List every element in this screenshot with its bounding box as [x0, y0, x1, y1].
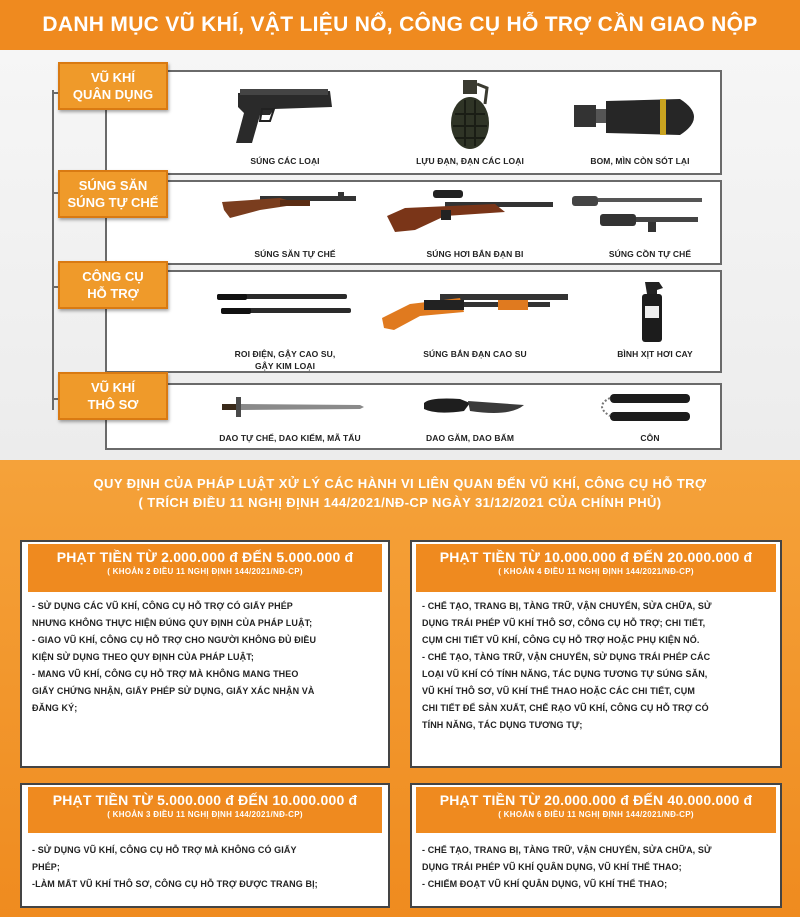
- item-label: SÚNG CỒN TỰ CHẾ: [608, 249, 692, 259]
- item-label: SÚNG HƠI BẮN ĐẠN BI: [426, 249, 524, 259]
- penalty-line: - CHẾ TẠO, TRANG BỊ, TÀNG TRỮ, VẬN CHUYỂN, SỬA CHỮA, SỬ: [422, 601, 712, 611]
- knife-icon: [420, 395, 530, 420]
- penalty-line: VŨ KHÍ THÔ SƠ, VŨ KHÍ THỂ THAO HOẶC CÁC CHI TIẾT, CỤM: [422, 686, 695, 696]
- category-tag-line: VŨ KHÍ: [90, 380, 136, 395]
- category-tag-line: THÔ SƠ: [87, 397, 139, 412]
- air-rifle-icon: [385, 186, 555, 236]
- penalty-line: - CHIẾM ĐOẠT VŨ KHÍ QUÂN DỤNG, VŨ KHÍ THỂ THAO;: [422, 879, 668, 889]
- category-tag-line: SÚNG SĂN: [78, 178, 148, 193]
- penalty-line: TÍNH NĂNG, TÁC DỤNG TƯƠNG TỰ;: [422, 720, 583, 730]
- connector-line: [52, 90, 54, 410]
- category-tag-hunting: [58, 170, 168, 218]
- category-tag-line: CÔNG CỤ: [82, 269, 144, 284]
- penalty-line: DỤNG TRÁI PHÉP VŨ KHÍ THÔ SƠ, CÔNG CỤ HỖ TRỢ; CHI TIẾT,: [422, 618, 706, 628]
- regulation-title-line: QUY ĐỊNH CỦA PHÁP LUẬT XỬ LÝ CÁC HÀNH VI LIÊN QUAN ĐẾN VŨ KHÍ, CÔNG CỤ HỖ TRỢ: [93, 476, 707, 491]
- penalty-reference: ( KHOẢN 4 ĐIỀU 11 NGHỊ ĐỊNH 144/2021/NĐ-CP): [498, 567, 694, 576]
- penalty-line: GIẤY CHỨNG NHẬN, GIẤY PHÉP SỬ DỤNG, GIẤY XÁC NHẬN VÀ: [32, 686, 315, 696]
- penalty-line: ĐĂNG KÝ;: [32, 703, 78, 713]
- penalty-line: LOẠI VŨ KHÍ CÓ TÍNH NĂNG, TÁC DỤNG TƯƠNG TỰ SÚNG SĂN,: [422, 669, 708, 679]
- penalty-header: [28, 787, 382, 833]
- category-tag-line: SÚNG TỰ CHẾ: [67, 195, 159, 210]
- penalty-body: [32, 842, 382, 893]
- penalty-amount: PHẠT TIỀN TỪ 2.000.000 đ ĐẾN 5.000.000 đ: [56, 549, 354, 565]
- penalty-line: - MANG VŨ KHÍ, CÔNG CỤ HỖ TRỢ MÀ KHÔNG MANG THEO: [32, 669, 299, 679]
- baton-icon: [215, 290, 355, 320]
- item-label: SÚNG SĂN TỰ CHẾ: [254, 249, 336, 259]
- penalty-line: -LÀM MẤT VŨ KHÍ THÔ SƠ, CÔNG CỤ HỖ TRỢ ĐƯỢC TRANG BỊ;: [32, 879, 318, 889]
- penalty-amount: PHẠT TIỀN TỪ 20.000.000 đ ĐẾN 40.000.000 đ: [439, 792, 753, 808]
- penalty-line: DỤNG TRÁI PHÉP VŨ KHÍ QUÂN DỤNG, VŨ KHÍ THỂ THAO;: [422, 862, 682, 872]
- item-label: CÔN: [640, 433, 660, 443]
- penalty-body: [32, 598, 382, 717]
- item-label-line: ROI ĐIỆN, GẬY CAO SU,: [234, 349, 336, 359]
- page-title: DANH MỤC VŨ KHÍ, VẬT LIỆU NỔ, CÔNG CỤ HỖ TRỢ CẦN GIAO NỘP: [0, 0, 800, 50]
- homemade-gun-icon: [570, 190, 710, 235]
- item-label: SÚNG BẮN ĐẠN CAO SU: [423, 349, 527, 359]
- sword-icon: [220, 395, 365, 420]
- category-tag-military: [58, 62, 168, 110]
- item-label: DAO TỰ CHẾ, DAO KIẾM, MÃ TẤU: [219, 433, 361, 443]
- penalty-amount: PHẠT TIỀN TỪ 10.000.000 đ ĐẾN 20.000.000 đ: [439, 549, 753, 565]
- category-tag-support: [58, 261, 168, 309]
- penalty-reference: ( KHOẢN 6 ĐIỀU 11 NGHỊ ĐỊNH 144/2021/NĐ-CP): [498, 810, 694, 819]
- penalty-line: PHÉP;: [32, 862, 61, 872]
- item-label: [215, 348, 355, 372]
- penalty-body: [422, 842, 778, 893]
- penalty-line: - GIAO VŨ KHÍ, CÔNG CỤ HỖ TRỢ CHO NGƯỜI KHÔNG ĐỦ ĐIỀU: [32, 635, 317, 645]
- penalty-reference: ( KHOẢN 2 ĐIỀU 11 NGHỊ ĐỊNH 144/2021/NĐ-CP): [107, 567, 303, 576]
- category-tag-line: VŨ KHÍ: [90, 70, 136, 85]
- item-label-line: GẬY KIM LOẠI: [254, 361, 316, 371]
- penalty-line: CỤM CHI TIẾT VŨ KHÍ, CÔNG CỤ HỖ TRỢ HOẶC PHỤ KIỆN NỔ.: [422, 635, 700, 645]
- pepper-spray-icon: [637, 280, 667, 345]
- penalty-reference: ( KHOẢN 3 ĐIỀU 11 NGHỊ ĐỊNH 144/2021/NĐ-CP): [107, 810, 303, 819]
- bomb-icon: [570, 95, 710, 140]
- category-tag-line: QUÂN DỤNG: [72, 87, 154, 102]
- penalty-header: [28, 544, 382, 592]
- penalty-line: NHƯNG KHÔNG THỰC HIỆN ĐÚNG QUY ĐỊNH CỦA PHÁP LUẬT;: [32, 618, 313, 628]
- penalty-line: - SỬ DỤNG CÁC VŨ KHÍ, CÔNG CỤ HỖ TRỢ CÓ GIẤY PHÉP: [32, 601, 293, 611]
- penalty-line: - CHẾ TẠO, TÀNG TRỮ, VẬN CHUYỂN, SỬ DỤNG TRÁI PHÉP CÁC: [422, 652, 711, 662]
- regulation-subtitle: ( TRÍCH ĐIỀU 11 NGHỊ ĐỊNH 144/2021/NĐ-CP NGÀY 31/12/2021 CỦA CHÍNH PHỦ): [138, 495, 662, 510]
- penalty-body: [422, 598, 778, 734]
- penalty-line: - CHẾ TẠO, TRANG BỊ, TÀNG TRỮ, VẬN CHUYỂN, SỬA CHỮA, SỬ: [422, 845, 712, 855]
- penalty-amount: PHẠT TIỀN TỪ 5.000.000 đ ĐẾN 10.000.000 đ: [52, 792, 358, 808]
- category-tag-line: HỖ TRỢ: [87, 286, 139, 301]
- category-tag-primitive: [58, 372, 168, 420]
- grenade-icon: [445, 78, 495, 153]
- penalty-header: [416, 787, 776, 833]
- penalty-line: CHI TIẾT ĐỂ SẢN XUẤT, CHẾ RẠO VŨ KHÍ, CÔNG CỤ HỖ TRỢ CÓ: [422, 703, 709, 713]
- pistol-icon: [230, 85, 340, 150]
- hunting-rifle-icon: [220, 188, 360, 223]
- item-label: SÚNG CÁC LOẠI: [250, 156, 320, 166]
- item-label: LỰU ĐẠN, ĐẠN CÁC LOẠI: [416, 156, 524, 166]
- item-label: BOM, MÌN CÒN SÓT LẠI: [590, 156, 690, 166]
- item-label: BÌNH XỊT HƠI CAY: [617, 349, 693, 359]
- item-label: DAO GĂM, DAO BẤM: [425, 433, 514, 443]
- regulation-title: [0, 470, 800, 510]
- penalty-line: - SỬ DỤNG VŨ KHÍ, CÔNG CỤ HỖ TRỢ MÀ KHÔNG CÓ GIẤY: [32, 845, 297, 855]
- penalty-line: KIỆN SỬ DỤNG THEO QUY ĐỊNH CỦA PHÁP LUẬT;: [32, 652, 254, 662]
- penalty-header: [416, 544, 776, 592]
- rubber-bullet-gun-icon: [380, 286, 570, 331]
- nunchaku-icon: [590, 390, 695, 425]
